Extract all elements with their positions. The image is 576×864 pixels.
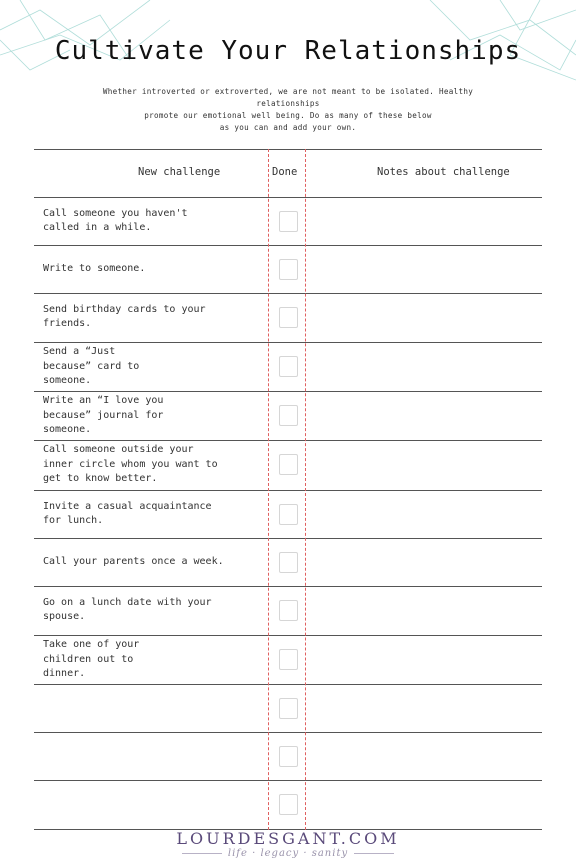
header-new-challenge: New challenge: [138, 166, 221, 178]
done-checkbox[interactable]: [279, 504, 298, 525]
table-row: [34, 732, 542, 780]
challenge-line: Take one of your: [43, 639, 140, 650]
table-row: [34, 342, 542, 390]
challenge-line: someone.: [43, 375, 92, 386]
footer-tagline-text: life · legacy · sanity: [227, 848, 349, 859]
challenge-text: [43, 596, 265, 625]
challenge-text: [43, 303, 265, 332]
row-divider: [34, 149, 542, 150]
challenge-line: Write to someone.: [43, 262, 146, 274]
challenge-line: Call your parents once a week.: [43, 555, 224, 567]
challenge-line: for lunch.: [43, 515, 104, 526]
done-checkbox[interactable]: [279, 356, 298, 377]
table-row: [34, 684, 542, 732]
challenge-line: Send a “Just: [43, 346, 116, 357]
done-checkbox[interactable]: [279, 552, 298, 573]
intro-line: Whether introverted or extroverted, we are not meant to be isolated. Healthy: [102, 87, 474, 96]
challenge-line: because” journal for: [43, 409, 164, 421]
challenge-line: called in a while.: [43, 222, 152, 233]
challenge-line: Call someone outside your: [43, 444, 194, 455]
challenge-line: someone.: [43, 424, 92, 435]
challenge-text: [43, 443, 265, 487]
done-checkbox[interactable]: [279, 211, 298, 232]
challenge-line: children out to: [43, 653, 134, 665]
challenge-line: Invite a casual acquaintance: [43, 500, 212, 512]
header-notes: Notes about challenge: [377, 166, 510, 178]
table-row: [34, 293, 542, 341]
footer-divider: [354, 853, 394, 854]
footer-divider: [182, 853, 222, 854]
table-row: [34, 440, 542, 488]
done-checkbox[interactable]: [279, 794, 298, 815]
done-checkbox[interactable]: [279, 600, 298, 621]
intro-text: [70, 86, 506, 134]
footer-brand: LOURDESGANT.COM: [176, 829, 400, 848]
done-checkbox[interactable]: [279, 307, 298, 328]
done-checkbox[interactable]: [279, 746, 298, 767]
challenge-line: dinner.: [43, 668, 86, 679]
table-row: [34, 586, 542, 634]
challenge-text: [43, 345, 265, 389]
page-title: Cultivate Your Relationships: [54, 36, 522, 66]
table-row: [34, 245, 542, 293]
challenge-text: [43, 262, 265, 277]
done-checkbox[interactable]: [279, 405, 298, 426]
table-row: [34, 197, 542, 245]
challenge-line: Write an “I love you: [43, 395, 164, 406]
challenge-line: Go on a lunch date with your: [43, 596, 212, 608]
challenge-text: [43, 555, 265, 570]
table-row: [34, 780, 542, 828]
table-row: [34, 391, 542, 439]
challenge-line: get to know better.: [43, 473, 158, 484]
footer-tagline: [0, 848, 576, 859]
challenge-text: [43, 207, 265, 236]
challenge-text: [43, 500, 265, 529]
intro-line: promote our emotional well being. Do as many of these below: [144, 111, 432, 120]
challenge-line: inner circle whom you want to: [43, 458, 218, 470]
table-row: [34, 635, 542, 683]
challenge-line: Call someone you haven't: [43, 207, 188, 219]
header-done: Done: [272, 166, 298, 178]
challenge-text: [43, 638, 265, 682]
challenge-line: spouse.: [43, 611, 86, 622]
done-checkbox[interactable]: [279, 649, 298, 670]
done-checkbox[interactable]: [279, 698, 298, 719]
done-checkbox[interactable]: [279, 454, 298, 475]
table-row: [34, 490, 542, 538]
challenge-text: [43, 394, 265, 438]
challenge-line: Send birthday cards to your: [43, 303, 206, 315]
challenge-line: because” card to: [43, 360, 140, 372]
challenge-line: friends.: [43, 318, 92, 329]
intro-line: as you can and add your own.: [219, 123, 357, 132]
done-checkbox[interactable]: [279, 259, 298, 280]
table-row: [34, 538, 542, 586]
intro-line: relationships: [256, 99, 320, 108]
